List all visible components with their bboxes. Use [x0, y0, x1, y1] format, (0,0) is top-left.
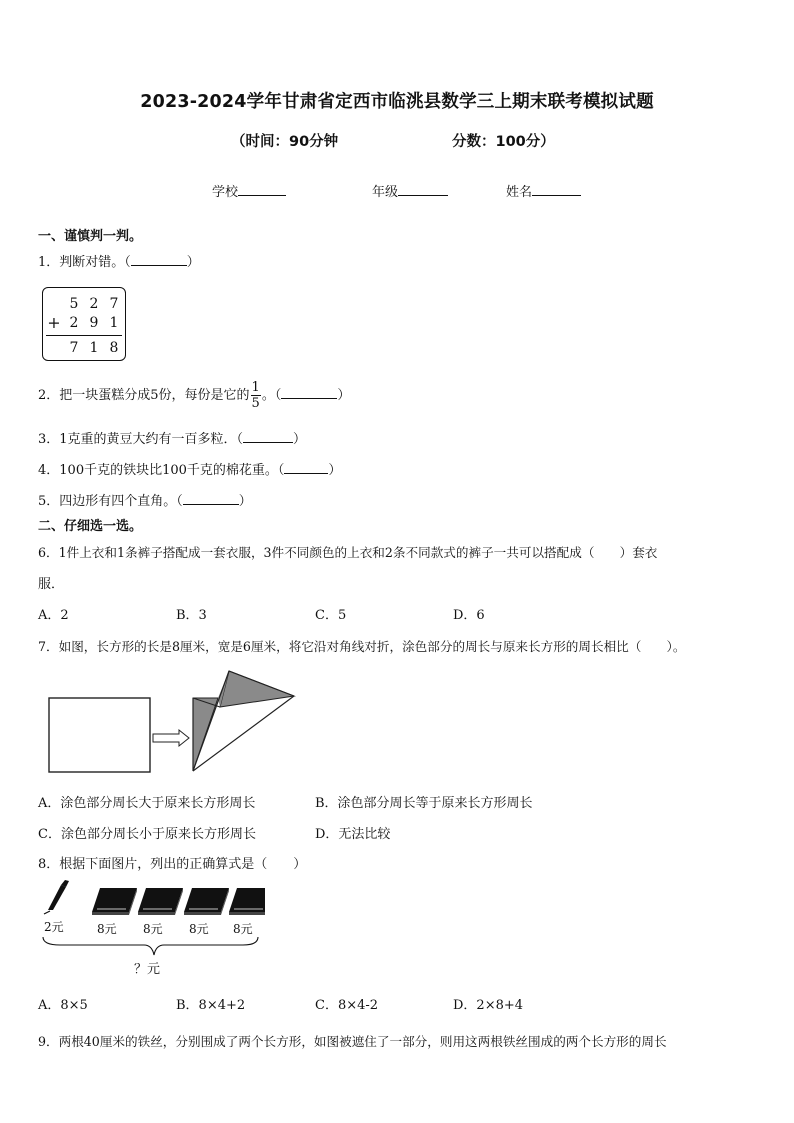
question-2-close: ）	[337, 388, 351, 403]
notebook-icon	[92, 888, 137, 915]
question-3-blank[interactable]	[243, 442, 293, 443]
question-1	[38, 251, 200, 270]
question-5	[38, 490, 252, 509]
question-7-option-c[interactable]: C．涂色部分周长小于原来长方形周长	[38, 827, 256, 842]
price-label-notebook: 8元	[143, 922, 163, 936]
grade-blank[interactable]	[398, 195, 448, 196]
section-1-heading: 一、谨慎判一判。	[38, 229, 143, 244]
grade-label: 年级	[372, 185, 399, 200]
question-6-line-1: 6．1件上衣和1条裤子搭配成一套衣服，3件不同颜色的上衣和2条不同款式的裤子一共可以搭配成（ ）套衣	[38, 545, 658, 560]
question-5-close: ）	[238, 494, 252, 509]
pen-icon	[44, 880, 69, 914]
fraction-one-fifth	[251, 381, 261, 410]
addition-digit: 2	[69, 315, 79, 331]
question-7-text: 7．如图，长方形的长是8厘米，宽是6厘米，将它沿对角线对折，涂色部分的周长与原来长方形的周长相比（ ）。	[38, 639, 686, 654]
exam-score: 分数：100分）	[452, 134, 555, 150]
question-2-text: 2．把一块蛋糕分成5份，每份是它的	[38, 388, 250, 403]
question-6-line-2: 服．	[38, 577, 65, 592]
question-4-text: 4．100千克的铁块比100千克的棉花重。（	[38, 463, 285, 478]
original-rectangle	[49, 698, 150, 772]
fraction-denominator: 5	[251, 396, 260, 411]
total-question-label: ？元	[134, 962, 161, 977]
addition-row-3	[43, 340, 127, 358]
school-label: 学校	[212, 185, 239, 200]
section-2-heading: 二、仔细选一选。	[38, 519, 143, 534]
question-3-text: 3．1克重的黄豆大约有一百多粒．（	[38, 432, 244, 447]
addition-digit: 7	[69, 340, 79, 356]
name-field	[506, 181, 581, 200]
addition-digit: 5	[69, 296, 79, 312]
question-8-option-b[interactable]: B．8×4+2	[176, 998, 246, 1013]
arrow-icon	[153, 730, 189, 746]
price-label-pen: 2元	[44, 920, 64, 934]
addition-digit: 1	[109, 315, 119, 331]
addition-row-2	[43, 315, 127, 333]
price-label-notebook: 8元	[189, 922, 209, 936]
question-3-close: ）	[293, 432, 307, 447]
question-7-option-a[interactable]: A．涂色部分周长大于原来长方形周长	[38, 796, 256, 811]
question-4-blank[interactable]	[284, 473, 328, 474]
question-6-option-a[interactable]: A．2	[38, 608, 69, 623]
grade-field	[372, 181, 448, 200]
question-7-option-d[interactable]: D．无法比较	[315, 827, 391, 842]
rectangle-fold-figure	[44, 665, 299, 785]
price-label-notebook: 8元	[97, 922, 117, 936]
question-4-close: ）	[328, 463, 342, 478]
addition-digit: 2	[89, 296, 99, 312]
notebook-icon	[229, 888, 265, 915]
addition-digit: 9	[89, 315, 99, 331]
question-1-close: ）	[186, 255, 200, 270]
question-6-option-b[interactable]: B．3	[176, 608, 207, 623]
question-7-option-b[interactable]: B．涂色部分周长等于原来长方形周长	[315, 796, 533, 811]
question-8-option-c[interactable]: C．8×4-2	[315, 998, 379, 1013]
vertical-addition-box	[42, 287, 126, 361]
page-title: 2023-2024学年甘肃省定西市临洮县数学三上期末联考模拟试题	[140, 92, 654, 112]
notebook-icon	[138, 888, 183, 915]
question-1-blank[interactable]	[131, 265, 187, 266]
question-8-option-a[interactable]: A．8×5	[38, 998, 88, 1013]
notebook-icon	[184, 888, 229, 915]
shaded-top-flap	[220, 671, 294, 707]
question-2-blank[interactable]	[281, 398, 337, 399]
question-9-text: 9．两根40厘米的铁丝，分别围成了两个长方形，如图被遮住了一部分，则用这两根铁丝围成的两个长方形的周长	[38, 1034, 667, 1049]
total-brace	[40, 935, 265, 960]
question-5-text: 5．四边形有四个直角。（	[38, 494, 183, 509]
price-label-notebook: 8元	[233, 922, 253, 936]
question-3	[38, 428, 306, 447]
question-8-option-d[interactable]: D．2×8+4	[453, 998, 524, 1013]
school-blank[interactable]	[238, 195, 286, 196]
addition-digit: 1	[89, 340, 99, 356]
addition-digit: 7	[109, 296, 119, 312]
question-6-option-d[interactable]: D．6	[453, 608, 485, 623]
question-6-option-c[interactable]: C．5	[315, 608, 347, 623]
question-2-tail: 。（	[261, 388, 282, 403]
plus-sign: +	[47, 313, 61, 332]
addition-sum-line	[46, 335, 122, 336]
question-1-text: 1．判断对错。（	[38, 255, 131, 270]
fraction-numerator: 1	[251, 380, 260, 395]
name-blank[interactable]	[532, 195, 581, 196]
name-label: 姓名	[506, 185, 533, 200]
exam-time: （时间：90分钟	[231, 134, 339, 150]
addition-row-1	[43, 296, 127, 314]
question-4	[38, 459, 341, 478]
question-8-text: 8．根据下面图片，列出的正确算式是（ ）	[38, 857, 307, 872]
question-2	[38, 381, 350, 410]
school-field	[212, 181, 286, 200]
question-5-blank[interactable]	[183, 504, 239, 505]
addition-digit: 8	[109, 340, 119, 356]
